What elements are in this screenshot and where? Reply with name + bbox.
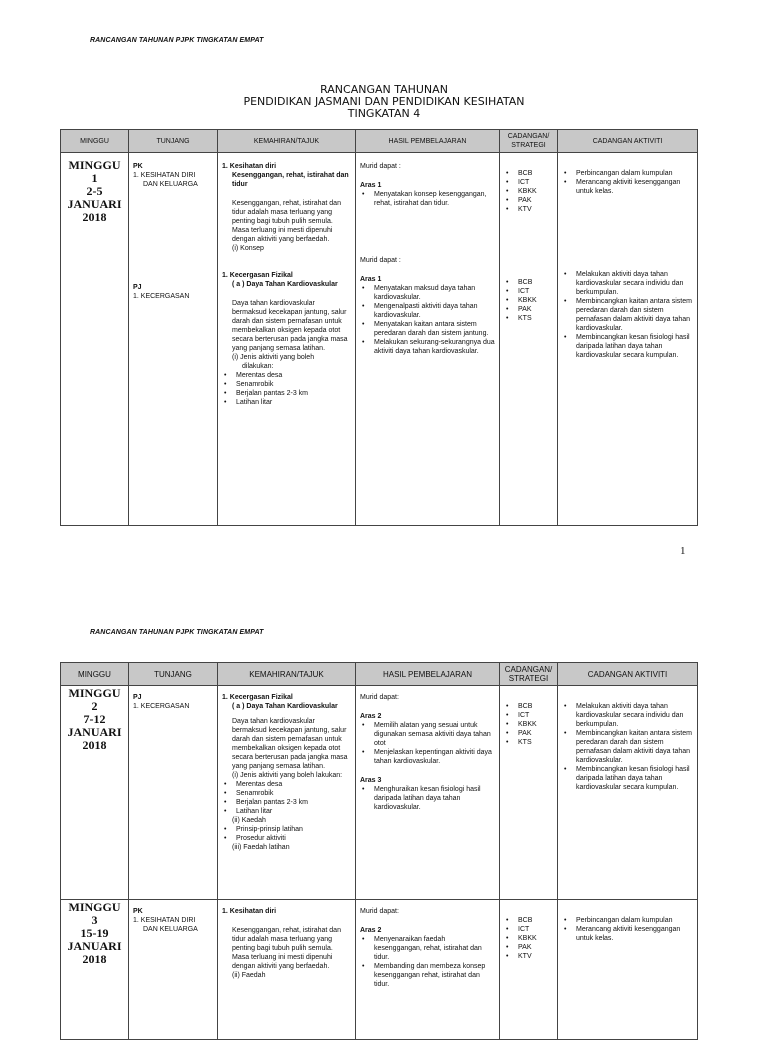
list-item: • Menyenaraikan faedah kesenggangan, rehat, istirahat dan tidur. — [360, 935, 495, 962]
list-item: • KBKK — [504, 296, 553, 305]
kemahiran-cell — [218, 900, 356, 1040]
list-item: • Senamrobik — [222, 789, 351, 798]
faedah-label: (ii) Faedah — [232, 972, 266, 979]
list-item: • Mengenalpasti aktiviti daya tahan kardiovaskular. — [360, 302, 495, 320]
col-minggu: MINGGU — [61, 663, 129, 686]
kesihatan-title: 1. Kesihatan diri — [222, 163, 277, 170]
week-label: MINGGU — [68, 900, 121, 914]
title-line-2: PENDIDIKAN JASMANI DAN PENDIDIKAN KESIHATAN — [243, 95, 525, 108]
aras-label: Aras 3 — [360, 777, 382, 784]
list-item: • Menyatakan kaitan antara sistem peredaran darah dan sistem jantung. — [360, 320, 495, 338]
week-year: 2018 — [82, 738, 107, 752]
activity-suggestion-list — [562, 916, 693, 943]
kemahiran-cell — [218, 686, 356, 900]
col-kemahiran: KEMAHIRAN/TAJUK — [218, 663, 356, 686]
table-header-row — [61, 130, 698, 153]
tunjang-pk-item: 1. KESIHATAN DIRI — [133, 917, 196, 924]
list-item: • Memilih alatan yang sesuai untuk digunakan semasa aktiviti daya tahan otot — [360, 721, 495, 748]
list-item: • ICT — [504, 178, 553, 187]
tunjang-pk: PK — [133, 908, 143, 915]
aras-label: Aras 1 — [360, 276, 382, 283]
aktiviti-cell — [558, 900, 698, 1040]
list-item: • KTS — [504, 738, 553, 747]
list-item: • PAK — [504, 305, 553, 314]
list-item: • Menyatakan maksud daya tahan kardiovaskular. — [360, 284, 495, 302]
tunjang-pj-item: 1. KECERGASAN — [133, 293, 190, 300]
list-item: • Berjalan pantas 2-3 km — [222, 798, 351, 807]
aras-label: Aras 2 — [360, 927, 382, 934]
list-item: • BCB — [504, 278, 553, 287]
list-item: • Prinsip-prinsip latihan — [222, 825, 351, 834]
konsep-label: (i) Konsep — [232, 245, 264, 252]
list-item: • Merentas desa — [222, 371, 351, 380]
list-item: • Melakukan aktiviti daya tahan kardiovaskular secara individu dan berkumpulan. — [562, 270, 693, 297]
list-item: • BCB — [504, 702, 553, 711]
activity-list — [222, 371, 351, 407]
list-item: • ICT — [504, 925, 553, 934]
list-item: • KTS — [504, 314, 553, 323]
page-number: 1 — [680, 545, 686, 557]
list-item: • Perbincangan dalam kumpulan — [562, 916, 693, 925]
list-item: • KBKK — [504, 934, 553, 943]
tunjang-cell — [129, 686, 218, 900]
tunjang-cell — [129, 900, 218, 1040]
hasil-cell — [356, 153, 500, 526]
kecergasan-subtitle: ( a ) Daya Tahan Kardiovaskular — [232, 703, 338, 710]
col-strategi: CADANGAN/ STRATEGI — [500, 663, 558, 686]
activity-suggestion-list — [562, 270, 693, 360]
faedah-latihan-label: (iii) Faedah latihan — [232, 844, 290, 851]
strategy-list — [504, 278, 553, 323]
week-number: 3 — [91, 913, 98, 927]
week-number: 1 — [91, 171, 98, 185]
list-item: • KBKK — [504, 187, 553, 196]
list-item: • Latihan litar — [222, 398, 351, 407]
kesihatan-description: Kesenggangan, rehat, istirahat dan tidur adalah masa terluang yang penting bagi tubuh pulih semula. Masa terluang ini mesti dipenuhi dengan aktiviti yang berfaedah. — [232, 927, 341, 970]
list-item: • Membincangkan kaitan antara sistem peredaran darah dan sistem pernafasan dalam aktiviti daya tahan kardiovaskular. — [562, 297, 693, 333]
week-year: 2018 — [82, 210, 107, 224]
kaedah-list — [222, 825, 351, 843]
list-item: • ICT — [504, 711, 553, 720]
tunjang-pj: PJ — [133, 284, 142, 291]
kecergasan-subtitle: ( a ) Daya Tahan Kardiovaskular — [232, 281, 338, 288]
outcome-list — [360, 935, 495, 989]
list-item: • PAK — [504, 943, 553, 952]
list-item: • Menjelaskan kepentingan aktiviti daya tahan kardiovaskular. — [360, 748, 495, 766]
list-item: • Merentas desa — [222, 780, 351, 789]
kecergasan-title: 1. Kecergasan Fizikal — [222, 272, 293, 279]
plan-table-page-1 — [60, 129, 698, 526]
tunjang-pk: PK — [133, 163, 143, 170]
week-label: MINGGU — [68, 158, 121, 172]
outcome-list — [360, 785, 495, 812]
week-month: JANUARI — [67, 197, 122, 211]
week-dates: 2-5 — [86, 184, 103, 198]
running-header: RANCANGAN TAHUNAN PJPK TINGKATAN EMPAT — [90, 37, 264, 44]
running-header: RANCANGAN TAHUNAN PJPK TINGKATAN EMPAT — [90, 629, 264, 636]
aktiviti-cell — [558, 686, 698, 900]
murid-dapat-label: Murid dapat : — [360, 163, 401, 170]
week-label: MINGGU — [68, 686, 121, 700]
list-item: • Senamrobik — [222, 380, 351, 389]
strategi-cell — [500, 153, 558, 526]
tunjang-pk-item: 1. KESIHATAN DIRI — [133, 172, 196, 179]
week-month: JANUARI — [67, 725, 122, 739]
tunjang-cell — [129, 153, 218, 526]
list-item: • KTV — [504, 205, 553, 214]
week-number: 2 — [91, 699, 98, 713]
list-item: • Menyatakan konsep kesenggangan, rehat, istirahat dan tidur. — [360, 190, 495, 208]
outcome-list — [360, 190, 495, 208]
list-item: • BCB — [504, 169, 553, 178]
list-item: • PAK — [504, 729, 553, 738]
list-item: • KBKK — [504, 720, 553, 729]
list-item: • Perbincangan dalam kumpulan — [562, 169, 693, 178]
list-item: • Latihan litar — [222, 807, 351, 816]
hasil-cell — [356, 900, 500, 1040]
list-item: • PAK — [504, 196, 553, 205]
col-minggu: MINGGU — [61, 130, 129, 153]
tunjang-pj: PJ — [133, 694, 142, 701]
title-line-1: RANCANGAN TAHUNAN — [320, 83, 448, 96]
week-month: JANUARI — [67, 939, 122, 953]
jenis-aktiviti-label: (i) Jenis aktiviti yang boleh lakukan: — [232, 772, 343, 779]
list-item: • Berjalan pantas 2-3 km — [222, 389, 351, 398]
list-item: • Membanding dan membeza konsep kesenggangan rehat, istirahat dan tidur. — [360, 962, 495, 989]
list-item: • ICT — [504, 287, 553, 296]
hasil-cell — [356, 686, 500, 900]
kesihatan-title: 1. Kesihatan diri — [222, 908, 277, 915]
table-header-row — [61, 663, 698, 686]
list-item: • Membincangkan kesan fisiologi hasil daripada latihan daya tahan kardiovaskular secara kumpulan. — [562, 765, 693, 792]
activity-suggestion-list — [562, 702, 693, 792]
aras-label: Aras 1 — [360, 182, 382, 189]
kemahiran-cell — [218, 153, 356, 526]
jenis-aktiviti-label: (i) Jenis aktiviti yang boleh — [232, 354, 315, 361]
col-aktiviti: CADANGAN AKTIVITI — [558, 130, 698, 153]
week-dates: 7-12 — [83, 712, 106, 726]
list-item: • Prosedur aktiviti — [222, 834, 351, 843]
tunjang-pk-item-2: DAN KELUARGA — [143, 926, 198, 933]
col-tunjang: TUNJANG — [129, 130, 218, 153]
activity-list — [222, 780, 351, 816]
strategi-cell — [500, 686, 558, 900]
strategy-list — [504, 169, 553, 214]
list-item: • Melakukan sekurang-sekurangnya dua aktiviti daya tahan kardiovaskular. — [360, 338, 495, 356]
tunjang-pj-item: 1. KECERGASAN — [133, 703, 190, 710]
list-item: • Membincangkan kaitan antara sistem peredaran darah dan sistem pernafasan dalam aktiviti daya tahan kardiovaskular. — [562, 729, 693, 765]
murid-dapat-label: Murid dapat : — [360, 257, 401, 264]
plan-table-page-2 — [60, 662, 698, 1040]
outcome-list — [360, 721, 495, 766]
strategy-list — [504, 916, 553, 961]
list-item: • BCB — [504, 916, 553, 925]
week-cell — [61, 153, 129, 526]
col-kemahiran: KEMAHIRAN/TAJUK — [218, 130, 356, 153]
week-cell — [61, 686, 129, 900]
activity-suggestion-list — [562, 169, 693, 196]
strategi-cell — [500, 900, 558, 1040]
list-item: • Menghuraikan kesan fisiologi hasil daripada latihan daya tahan kardiovaskular. — [360, 785, 495, 812]
aktiviti-cell — [558, 153, 698, 526]
title-line-3: TINGKATAN 4 — [347, 107, 421, 120]
aras-label: Aras 2 — [360, 713, 382, 720]
kecergasan-description: Daya tahan kardiovaskular bermaksud kecekapan jantung, salur darah dan sistem pernafasan untuk membekalkan oksigen kepada otot secara berterusan pada jangka masa yang panjang semasa latihan. — [232, 718, 348, 770]
tunjang-pk-item-2: DAN KELUARGA — [143, 181, 198, 188]
outcome-list — [360, 284, 495, 356]
list-item: • Merancang aktiviti kesenggangan untuk kelas. — [562, 925, 693, 943]
murid-dapat-label: Murid dapat: — [360, 694, 399, 701]
jenis-aktiviti-label-2: dilakukan: — [242, 363, 274, 370]
list-item: • Melakukan aktiviti daya tahan kardiovaskular secara individu dan berkumpulan. — [562, 702, 693, 729]
col-aktiviti: CADANGAN AKTIVITI — [558, 663, 698, 686]
week-year: 2018 — [82, 952, 107, 966]
table-row-week-2 — [61, 686, 698, 900]
col-hasil: HASIL PEMBELAJARAN — [356, 663, 500, 686]
week-cell — [61, 900, 129, 1040]
kaedah-label: (ii) Kaedah — [232, 817, 266, 824]
murid-dapat-label: Murid dapat: — [360, 908, 399, 915]
week-dates: 15-19 — [80, 926, 109, 940]
kecergasan-title: 1. Kecergasan Fizikal — [222, 694, 293, 701]
col-strategi: CADANGAN/ STRATEGI — [500, 130, 558, 153]
page-title — [0, 84, 768, 120]
kesihatan-subtitle: Kesenggangan, rehat, istirahat dan tidur — [232, 172, 349, 188]
list-item: • KTV — [504, 952, 553, 961]
col-hasil: HASIL PEMBELAJARAN — [356, 130, 500, 153]
list-item: • Merancang aktiviti kesenggangan untuk kelas. — [562, 178, 693, 196]
kesihatan-description: Kesenggangan, rehat, istirahat dan tidur adalah masa terluang yang penting bagi tubuh pulih semula. Masa terluang ini mesti dipenuhi dengan aktiviti yang berfaedah. — [232, 200, 341, 243]
kecergasan-description: Daya tahan kardiovaskular bermaksud kecekapan jantung, salur darah dan sistem pernafasan untuk membekalkan oksigen kepada otot secara berterusan pada jangka masa yang panjang semasa latihan. — [232, 300, 348, 352]
list-item: • Membincangkan kesan fisiologi hasil daripada latihan daya tahan kardiovaskular secara kumpulan. — [562, 333, 693, 360]
col-tunjang: TUNJANG — [129, 663, 218, 686]
strategy-list — [504, 702, 553, 747]
table-row-week-1 — [61, 153, 698, 526]
table-row-week-3 — [61, 900, 698, 1040]
